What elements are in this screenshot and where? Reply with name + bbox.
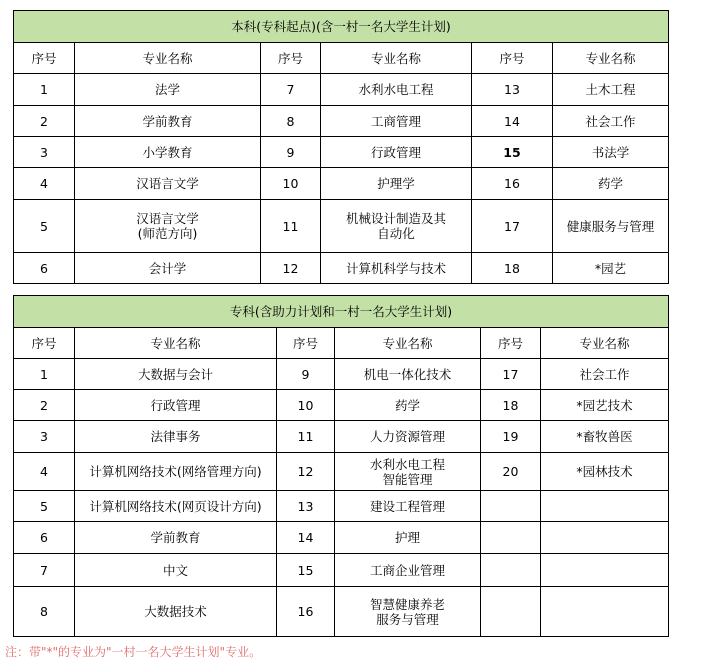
serial-number-cell: 7	[14, 554, 75, 587]
column-header: 序号	[261, 43, 321, 74]
table-row	[14, 74, 669, 106]
major-name-cell: 行政管理	[321, 137, 472, 168]
table-row	[14, 390, 669, 421]
major-name-cell: *园艺技术	[541, 390, 669, 421]
column-header: 专业名称	[75, 328, 277, 359]
table-row	[14, 253, 669, 284]
major-name-cell: 工商管理	[321, 106, 472, 137]
major-name-cell	[541, 491, 669, 522]
table-row	[14, 137, 669, 168]
serial-number-cell: 10	[261, 168, 321, 200]
table-row	[14, 453, 669, 491]
major-name-cell: 健康服务与管理	[553, 200, 669, 253]
footnote: 注：带"*"的专业为"一村一名大学生计划"专业。	[5, 645, 262, 659]
table-title: 本科(专科起点)(含一村一名大学生计划)	[14, 11, 669, 43]
serial-number-cell: 3	[14, 421, 75, 453]
major-name-cell: 计算机网络技术(网页设计方向)	[75, 491, 277, 522]
serial-number-cell: 20	[481, 453, 541, 491]
major-name-cell: *园艺	[553, 253, 669, 284]
major-name-cell: 水利水电工程 智能管理	[335, 453, 481, 491]
serial-number-cell: 12	[277, 453, 335, 491]
serial-number-cell: 15	[472, 137, 553, 168]
serial-number-cell: 7	[261, 74, 321, 106]
major-name-cell: 大数据技术	[75, 587, 277, 637]
serial-number-cell: 4	[14, 168, 75, 200]
serial-number-cell: 3	[14, 137, 75, 168]
table-row	[14, 421, 669, 453]
major-name-cell: 行政管理	[75, 390, 277, 421]
column-header: 专业名称	[553, 43, 669, 74]
major-name-cell: 水利水电工程	[321, 74, 472, 106]
serial-number-cell: 2	[14, 390, 75, 421]
serial-number-cell	[481, 587, 541, 637]
serial-number-cell: 5	[14, 491, 75, 522]
major-name-cell: 土木工程	[553, 74, 669, 106]
serial-number-cell: 18	[481, 390, 541, 421]
major-name-cell: 药学	[553, 168, 669, 200]
serial-number-cell: 8	[261, 106, 321, 137]
serial-number-cell: 2	[14, 106, 75, 137]
table-title-row	[14, 296, 669, 328]
table-row	[14, 200, 669, 253]
table-row	[14, 359, 669, 390]
column-header: 序号	[472, 43, 553, 74]
major-name-cell: 汉语言文学	[75, 168, 261, 200]
serial-number-cell: 14	[277, 522, 335, 554]
serial-number-cell: 6	[14, 522, 75, 554]
table-row	[14, 106, 669, 137]
major-name-cell: 法学	[75, 74, 261, 106]
major-name-cell	[541, 587, 669, 637]
column-header: 序号	[14, 328, 75, 359]
major-name-cell: 社会工作	[541, 359, 669, 390]
serial-number-cell: 12	[261, 253, 321, 284]
major-name-cell: 学前教育	[75, 522, 277, 554]
serial-number-cell: 15	[277, 554, 335, 587]
serial-number-cell: 16	[277, 587, 335, 637]
column-header: 专业名称	[541, 328, 669, 359]
major-name-cell: 药学	[335, 390, 481, 421]
serial-number-cell: 11	[277, 421, 335, 453]
serial-number-cell: 13	[277, 491, 335, 522]
major-name-cell: 中文	[75, 554, 277, 587]
table-header-row	[14, 43, 669, 74]
serial-number-cell: 19	[481, 421, 541, 453]
major-name-cell: 人力资源管理	[335, 421, 481, 453]
major-name-cell: 社会工作	[553, 106, 669, 137]
table-row	[14, 168, 669, 200]
serial-number-cell	[481, 522, 541, 554]
serial-number-cell: 17	[481, 359, 541, 390]
major-name-cell: 智慧健康养老 服务与管理	[335, 587, 481, 637]
table-title: 专科(含助力计划和一村一名大学生计划)	[14, 296, 669, 328]
serial-number-cell: 17	[472, 200, 553, 253]
serial-number-cell: 11	[261, 200, 321, 253]
column-header: 序号	[277, 328, 335, 359]
major-name-cell: 计算机科学与技术	[321, 253, 472, 284]
major-name-cell: 会计学	[75, 253, 261, 284]
serial-number-cell: 5	[14, 200, 75, 253]
serial-number-cell: 18	[472, 253, 553, 284]
major-name-cell: *园林技术	[541, 453, 669, 491]
major-name-cell: 护理学	[321, 168, 472, 200]
serial-number-cell: 13	[472, 74, 553, 106]
serial-number-cell: 10	[277, 390, 335, 421]
column-header: 专业名称	[321, 43, 472, 74]
major-name-cell: 法律事务	[75, 421, 277, 453]
major-name-cell: *畜牧兽医	[541, 421, 669, 453]
major-name-cell: 护理	[335, 522, 481, 554]
serial-number-cell: 14	[472, 106, 553, 137]
undergraduate-table	[13, 10, 669, 284]
serial-number-cell: 9	[261, 137, 321, 168]
serial-number-cell	[481, 554, 541, 587]
major-name-cell: 机电一体化技术	[335, 359, 481, 390]
table-title-row	[14, 11, 669, 43]
major-name-cell: 汉语言文学 (师范方向)	[75, 200, 261, 253]
serial-number-cell: 8	[14, 587, 75, 637]
major-name-cell: 书法学	[553, 137, 669, 168]
table-row	[14, 491, 669, 522]
column-header: 专业名称	[75, 43, 261, 74]
table-row	[14, 587, 669, 637]
major-name-cell: 建设工程管理	[335, 491, 481, 522]
major-name-cell	[541, 554, 669, 587]
major-name-cell: 工商企业管理	[335, 554, 481, 587]
major-name-cell: 小学教育	[75, 137, 261, 168]
major-name-cell: 机械设计制造及其 自动化	[321, 200, 472, 253]
serial-number-cell: 1	[14, 74, 75, 106]
column-header: 序号	[14, 43, 75, 74]
column-header: 序号	[481, 328, 541, 359]
serial-number-cell: 6	[14, 253, 75, 284]
junior-college-table	[13, 295, 669, 637]
major-name-cell	[541, 522, 669, 554]
column-header: 专业名称	[335, 328, 481, 359]
serial-number-cell: 1	[14, 359, 75, 390]
table-header-row	[14, 328, 669, 359]
serial-number-cell: 4	[14, 453, 75, 491]
major-name-cell: 大数据与会计	[75, 359, 277, 390]
table-row	[14, 554, 669, 587]
serial-number-cell	[481, 491, 541, 522]
major-name-cell: 学前教育	[75, 106, 261, 137]
major-name-cell: 计算机网络技术(网络管理方向)	[75, 453, 277, 491]
serial-number-cell: 16	[472, 168, 553, 200]
serial-number-cell: 9	[277, 359, 335, 390]
table-row	[14, 522, 669, 554]
